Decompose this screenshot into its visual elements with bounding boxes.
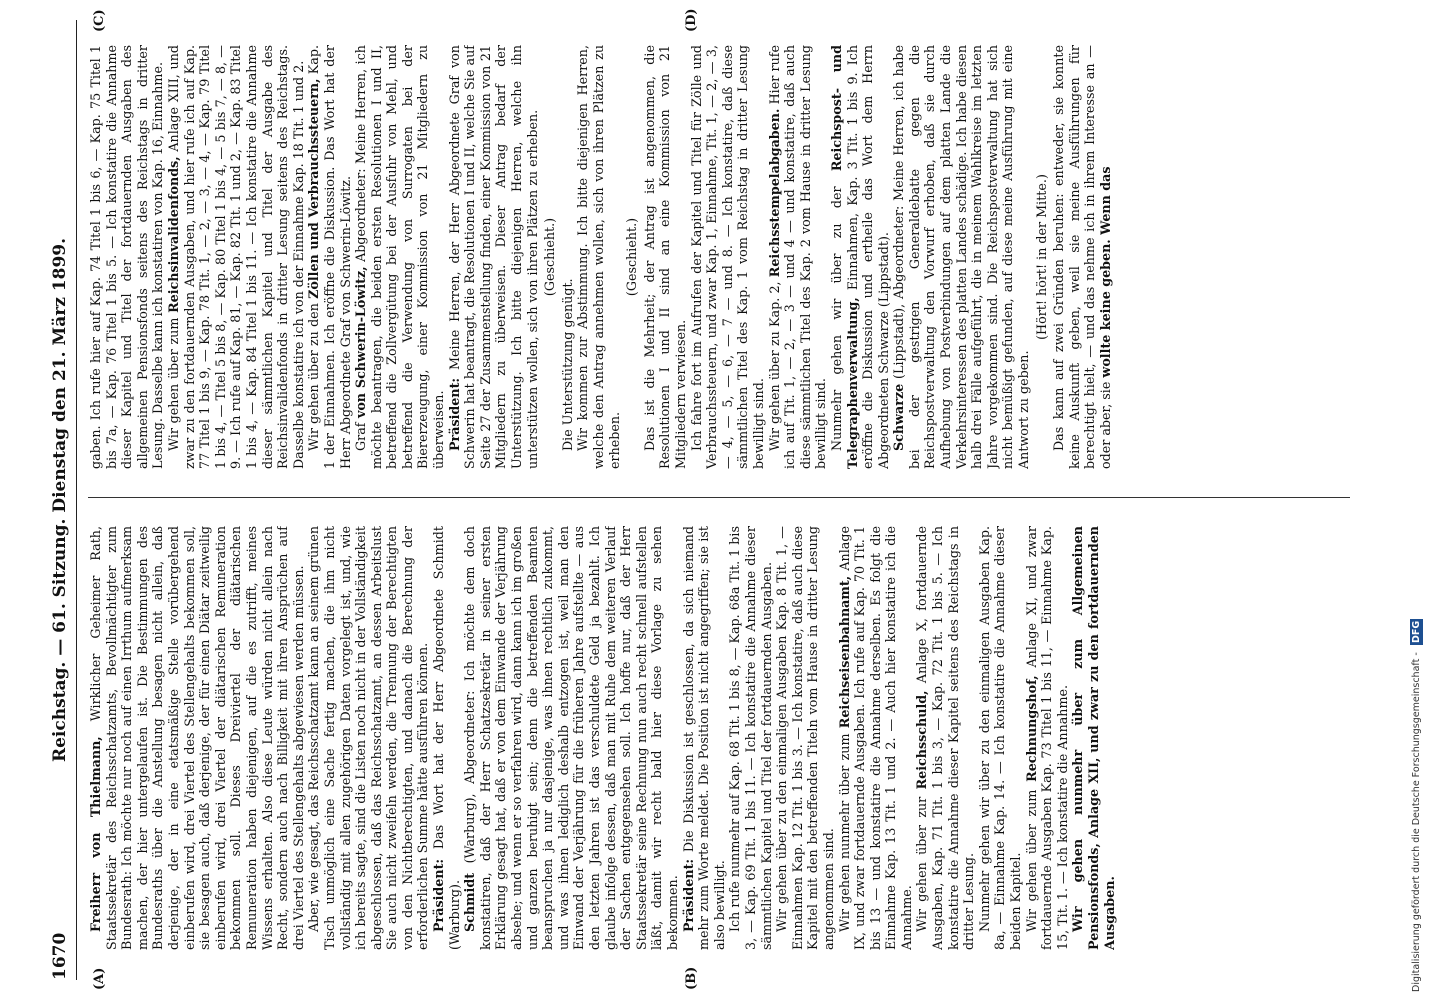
paragraph <box>166 45 306 469</box>
header-rule <box>76 20 77 980</box>
right-column <box>88 45 1350 469</box>
paragraph <box>306 45 353 469</box>
section-title: Reichsstempelabgaben. <box>766 108 782 278</box>
speaker-name: Schmidt <box>462 872 478 932</box>
speaker-name: Schwarze <box>891 383 907 451</box>
margin-mark-a: (A) <box>92 967 107 990</box>
paragraph-text: Wir gehen nunmehr über zum <box>1070 638 1086 932</box>
section-title: Zöllen und Verbrauchssteuern, <box>306 78 322 299</box>
paragraph-text: Das Wort hat der Herr Abgeordnete Schmidt (Warburg). <box>431 526 462 950</box>
paragraph: Wir gehen über zu den einmaligen Ausgaben Kap. 8 Tit. 1, — Einnahmen Kap. 12 Tit. 1 bis 3. — Ich konstatire, daß auch diese Kapitel mit den betreffenden Titeln vom Hause in dritter Lesung angenommen sind. <box>774 526 836 950</box>
paragraph <box>1070 526 1117 950</box>
section-title: Reichseisenbahnamt, <box>836 575 852 729</box>
page-number: 1670 <box>50 932 70 980</box>
paragraph-text: Wir gehen über zum <box>165 317 181 451</box>
paragraph-text: Anlage XIII, und zwar zu den fortdauernden Ausgaben, und hier rufe ich auf Kap. 77 Titel 1 bis 9, — Kap. 78 Tit. 1, — 2, — 3, — 4, — Kap. 79 Titel 1 bis 4, — Titel 5 bis 8, — Kap. 80 Titel 1 bis 4, — 5 bis 7, — 8, — 9. — Ich rufe auf Kap. 81, — Kap. 82 Tit. 1 und 2, — Kap. 83 Titel 1 bis 4, — Kap. 84 Titel 1 bis 11. — Ich konstatire die Annahme dieser sämmtlichen Kapitel und Titel der Ausgabe des Reichsinvalidenfonds in dritter Lesung seitens des Reichstags. Dasselbe konstatire ich von der Einnahme Kap. 18 Tit. 1 und 2. <box>165 45 306 469</box>
paragraph-text: Anlage IX, und zwar fortdauernde Ausgaben. Ich rufe auf Kap. 70 Tit. 1 bis 13 — und konstatire die Annahme derselben. Es folgt die Einnahme Kap. 13 Tit. 1 und 2. — Auch hier konstatire ich die Annahme. <box>836 526 914 950</box>
paragraph: gaben. Ich rufe hier auf Kap. 74 Titel 1 bis 6, — Kap. 75 Titel 1 bis 7a, — Kap. 76 Titel 1 bis 5. — Ich konstatire die Annahme dieser Kapitel und Titel der fortdauernden Ausgaben des allgemeinen Pensionsfonds seitens des Reichstags in dritter Lesung. Dasselbe kann ich konstatiren von Kap. 16, Einnahme. <box>88 45 166 469</box>
dfg-logo: DFG <box>1411 621 1422 644</box>
paragraph-text: Hier rufe ich auf Tit. 1, — 2, — 3 — und 4 — und konstatire, daß auch diese sämmtlichen Titel des Kap. 2 vom Hause in dritter Lesung bewilligt sind. <box>766 45 829 469</box>
speaker-name: Präsident: <box>431 858 447 932</box>
paragraph: Nunmehr gehen wir über zu den einmaligen Ausgaben Kap. 8a, — Einnahme Kap. 14. — Ich konstatire die Annahme dieser beiden Kapitel. <box>976 526 1024 950</box>
paragraph <box>431 526 462 950</box>
paragraph: Das ist die Mehrheit; der Antrag ist angenommen, die Resolutionen I und II sind an eine Kommission von 21 Mitgliedern verwiesen. <box>641 45 688 469</box>
paragraph-text-bold: wollte keine geben. Wenn das <box>1098 166 1113 378</box>
paragraph: Ich rufe nunmehr auf Kap. 68 Tit. 1 bis 8, — Kap. 68a Tit. 1 bis 3, — Kap. 69 Tit. 1 bis 11. — Ich konstatire die Annahme dieser sämmtlichen Kapitel und Titel der fortdauernden Ausgaben. <box>727 526 774 950</box>
paragraph: Die Unterstützung genügt. <box>559 278 575 451</box>
paragraph-text: Wirklicher Geheimer Rath, Staatssekretär des Reichsschatzamts, Bevollmächtigter zum Bundesrath: Ich möchte nur noch auf einen Irrthum aufmerksam machen, der hier untergelaufen ist. Die Bestimmungen des Bundesraths über die Anstellung besagen nicht allein, daß derjenige, der in eine etatsmäßige Stelle vorübergehend einberufen wird, drei Viertel des Stellengehalts bekommen soll, sie besagen auch, daß derjenige, der für einen Diätar zeitweilig einberufen wird, drei Viertel der diätarischen Remuneration bekommen soll. Dieses Dreiviertel der diätarischen Remuneration haben diejenigen, auf die es zutrifft, meines Wissens erhalten. Also diese Leute würden nicht allein nach Recht, sondern auch nach Billigkeit mit ihren Ansprüchen auf drei Viertel des Stellengehalts abgewiesen werden müssen. <box>88 526 306 950</box>
section-title: Rechnungshof, <box>1023 675 1039 782</box>
paragraph-text: Die Diskussion ist geschlossen, da sich niemand mehr zum Worte meldet. Die Position ist nicht angegriffen; sie ist also bewilligt. <box>680 526 727 950</box>
paragraph-text: Wir gehen über zu Kap. 2, <box>766 281 782 451</box>
paragraph: Ich fahre fort im Aufrufen der Kapitel und Titel für Zölle und Verbrauchssteuern, und zwar Kap. 1, Einnahme, Tit. 1, — 2, — 3, — 4, — 5, — 6, — 7 — und 8. — Ich konstatire, daß diese sämmtlichen Titel des Kap. 1 vom Reichstag in dritter Lesung bewilligt sind. <box>688 45 766 469</box>
section-title: Allgemeinen Pensionsfonds, Anlage XII, <box>1070 526 1101 950</box>
paragraph-text: Kap. 1 der Einnahmen. Ich eröffne die Diskussion. Das Wort hat der Herr Abgeordnete Graf von Schwerin-Löwitz. <box>306 45 353 469</box>
margin-mark-d: (D) <box>684 8 699 32</box>
column-divider <box>88 497 1350 498</box>
paragraph-text: Anlage X, fortdauernde Ausgaben, Kap. 71 Tit. 1 bis 3, — Kap. 72 Tit. 1 bis 5. — Ich konstatire die Annahme dieser Kapitel seitens des Reichstags in dritter Lesung. <box>914 526 977 950</box>
paragraph-text: Meine Herren, der Herr Abgeordnete Graf von Schwerin hat beantragt, die Resolutionen I und II, welche Sie auf Seite 27 der Zusammenstellung finden, einer Kommission von 21 Mitgliedern zu überweisen. Dieser Antrag bedarf der Unterstützung. Ich bitte diejenigen Herren, welche ihn unterstützen wollen, sich von ihren Plätzen zu erheben. <box>446 45 540 469</box>
paragraph-text: Das kann auf zwei Gründen beruhen: entweder, sie konnte keine Auskunft geben, weil sie meine Ausführungen für berechtigt hielt, — und das nehme ich in ihrem Interesse an — oder aber, sie <box>1051 45 1113 469</box>
paragraph-text: Wir gehen über zur <box>914 796 930 932</box>
paragraph <box>353 45 447 469</box>
paragraph <box>681 526 728 950</box>
running-title: Reichstag. — 61. Sitzung. Dienstag den 21. März 1899. <box>50 237 70 763</box>
paragraph-text: (Warburg), Abgeordneter: Ich möchte dem doch konstatiren, daß der Herr Schatzsekretär in seiner ersten Erklärung gesagt hat, daß er von dem Einwande der Verjährung absehe; und wenn er so verfahren wird, dann kann ich im großen und ganzen beruhigt sein; denn die betreffenden Beamten beanspruchen ja nur dasjenige, was ihnen rechtlich zukommt, und was ihnen lediglich deshalb entzogen ist, weil man den Einwand der Verjährung für die früheren Jahre aufstellte — aus den letzten Jahren ist das verschuldete Geld ja bezahlt. Ich glaube infolge dessen, daß man mit Ruhe dem weiteren Verlauf der Sachen entgegensehen soll. Ich hoffe nur, daß der Herr Staatssekretär seine Rechnung nun auch recht schnell aufstellen läßt, damit wir recht bald hier diese Vorlage zu sehen bekommen. <box>462 526 680 950</box>
margin-mark-b: (B) <box>684 966 699 990</box>
interjection: (Hört! hört! in der Mitte.) <box>1033 174 1049 340</box>
paragraph-text: Wir gehen nunmehr über zum <box>836 733 852 932</box>
paragraph <box>88 526 306 950</box>
paragraph-text: Wir gehen über zu den <box>306 303 322 451</box>
interjection: (Geschieht.) <box>624 217 640 297</box>
credit-text: Digitalisierung gefördert durch die Deutsche Forschungsgemeinschaft - <box>1411 652 1422 992</box>
paragraph <box>462 526 680 950</box>
paragraph <box>767 45 829 469</box>
paragraph-text: Graf <box>353 422 369 451</box>
digitization-credit <box>1410 8 1432 992</box>
paragraph <box>1024 526 1071 950</box>
paragraph <box>891 45 1031 469</box>
speaker-name: Freiherr von Thielmann, <box>88 736 103 932</box>
paragraph <box>829 45 891 469</box>
section-title: Reichspost- und Telegraphenverwaltung, <box>828 45 860 469</box>
paragraph-text: Wir gehen über zum <box>1023 789 1039 932</box>
paragraph <box>447 45 541 469</box>
paragraph-text: Anlage XI, und zwar fortdauernde Ausgaben Kap. 73 Titel 1 bis 11, — Einnahme Kap. 15, Tit. 1. — Ich konstatire die Annahme. <box>1023 526 1070 950</box>
section-title: Reichsschuld, <box>914 690 930 790</box>
paragraph-text: Nunmehr gehen wir über zu der <box>828 186 844 451</box>
paragraph-text: und zwar zu den fortdauernden Ausgaben. <box>1086 526 1117 950</box>
left-column <box>88 526 1350 950</box>
paragraph-text: Abgeordneter: Meine Herren, ich möchte beantragen, die beiden ersten Resolutionen I und II, betreffend die Zollvergütung bei der Ausfuhr von Mehl, und betreffend die Verwendung von Surrogaten bei der Biererzeugung, einer Kommission von 21 Mitgliedern zu überweisen. <box>353 45 447 469</box>
section-title: Reichsinvalidenfonds, <box>165 156 181 313</box>
paragraph: Wir kommen zur Abstimmung. Ich bitte diejenigen Herren, welche den Antrag annehmen wollen, sich von ihren Plätzen zu erheben. <box>575 45 622 469</box>
interjection: (Geschieht.) <box>542 217 558 297</box>
margin-mark-c: (C) <box>92 9 107 32</box>
paragraph-text: Einnahmen, Kap. 3 Tit. 1 bis 9. Ich eröffne die Diskussion und ertheile das Wort dem Herrn Abgeordneten Schwarze (Lippstadt). <box>844 45 891 469</box>
paragraph <box>1051 45 1113 469</box>
speaker-name: Präsident: <box>680 858 696 932</box>
paragraph <box>837 526 915 950</box>
paragraph <box>914 526 976 950</box>
paragraph: Aber, wie gesagt, das Reichsschatzamt kann an seinem grünen Tisch unmöglich eine Sache fertig machen, die ihm nicht vollständig mit allen zugehörigen Daten vorgelegt ist, und, wie ich bereits sagte, sind die Listen noch nicht in der Vollständigkeit abgeschlossen, daß das Reichsschatzamt, an dessen Arbeitslust Sie auch nicht zweifeln werden, die Trennung der Berechtigten von den Nichtberechtigten, und danach die Berechnung der erforderlichen Summe hätte ausführen können. <box>306 526 431 950</box>
speaker-name: von Schwerin-Löwitz, <box>353 266 369 419</box>
speaker-name: Präsident: <box>446 377 462 451</box>
paragraph-text: (Lippstadt), Abgeordneter: Meine Herren, ich habe bei der gestrigen Generaldebatte gegen die Reichspostverwaltung den Vorwurf erhoben, daß sie durch Aufhebung von Postverbindungen auf dem platten Lande die Verkehrsinteressen des platten Landes schädige. Ich habe diesen halb drei Fälle aufgeführt, die in meinem Wahlkreise im letzten Jahre vorgekommen sind. Die Reichspostverwaltung hat sich nicht bemüßigt gefunden, auf diese meine Ausführung mit eine Antwort zu geben. <box>891 45 1032 469</box>
